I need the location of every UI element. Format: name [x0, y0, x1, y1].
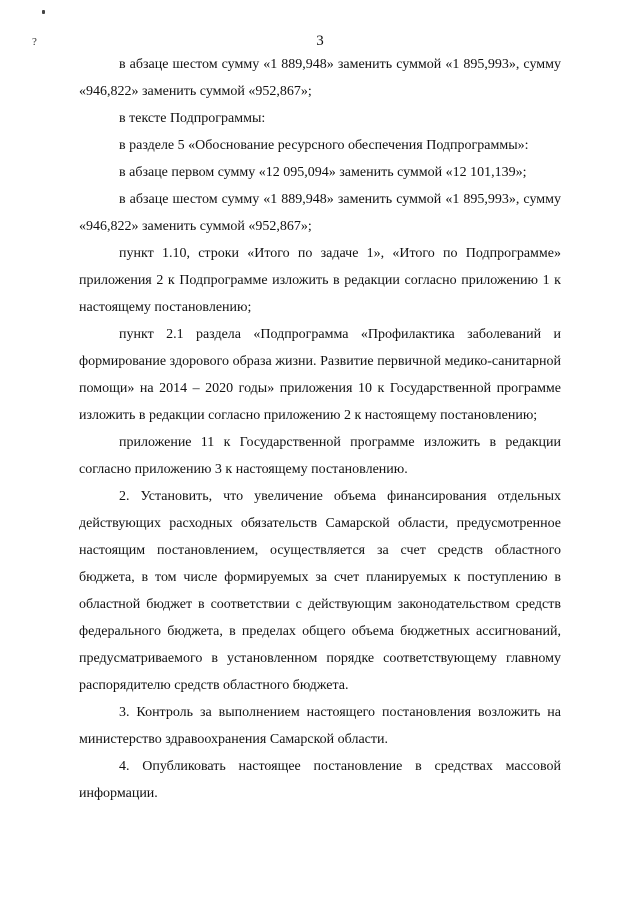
paragraph-section-5: в разделе 5 «Обоснование ресурсного обеспечения Подпрограммы»:	[119, 138, 529, 153]
paragraph-amend-abzac-1: в абзаце первом сумму «12 095,094» заменить суммой «12 101,139»;	[119, 165, 527, 180]
paragraph-clause-2: 2. Установить, что увеличение объема финансирования отдельных действующих расходных обязательств Самарской области, предусмотренное настоящим постановлением, осуществляется за счет средств областного бюджета, в том числе формируемых за счет планируемых к поступлению в областной бюджет в соответствии с действующим законодательством средств федерального бюджета, в пределах общего объема бюджетных ассигнований, предусматриваемого в установленном порядке соответствующему главному распорядителю средств областного бюджета.	[79, 489, 561, 693]
document-body	[79, 51, 561, 807]
page-number: 3	[316, 33, 324, 49]
paragraph-item-2-1: пункт 2.1 раздела «Подпрограмма «Профилактика заболеваний и формирование здорового образа жизни. Развитие первичной медико-санитарной помощи» на 2014 – 2020 годы» приложения 10 к Государственной программе изложить в редакции согласно приложению 2 к настоящему постановлению;	[79, 327, 561, 423]
corner-mark: ?	[32, 36, 37, 48]
paragraph-clause-3: 3. Контроль за выполнением настоящего постановления возложить на министерство здравоохранения Самарской области.	[79, 705, 561, 747]
paragraph-clause-4: 4. Опубликовать настоящее постановление в средствах массовой информации.	[79, 759, 561, 801]
paragraph-appendix-11: приложение 11 к Государственной программе изложить в редакции согласно приложению 3 к настоящему постановлению.	[79, 435, 561, 477]
paragraph-item-1-10: пункт 1.10, строки «Итого по задаче 1», «Итого по Подпрограмме» приложения 2 к Подпрограмме изложить в редакции согласно приложению 1 к настоящему постановлению;	[79, 246, 561, 315]
paragraph-subprogram-text: в тексте Подпрограммы:	[119, 111, 266, 126]
paragraph-amend-abzac-6-a: в абзаце шестом сумму «1 889,948» заменить суммой «1 895,993», сумму «946,822» заменить суммой «952,867»;	[79, 57, 561, 99]
paragraph-amend-abzac-6-b: в абзаце шестом сумму «1 889,948» заменить суммой «1 895,993», сумму «946,822» заменить суммой «952,867»;	[79, 192, 561, 234]
scan-speck	[42, 10, 45, 14]
